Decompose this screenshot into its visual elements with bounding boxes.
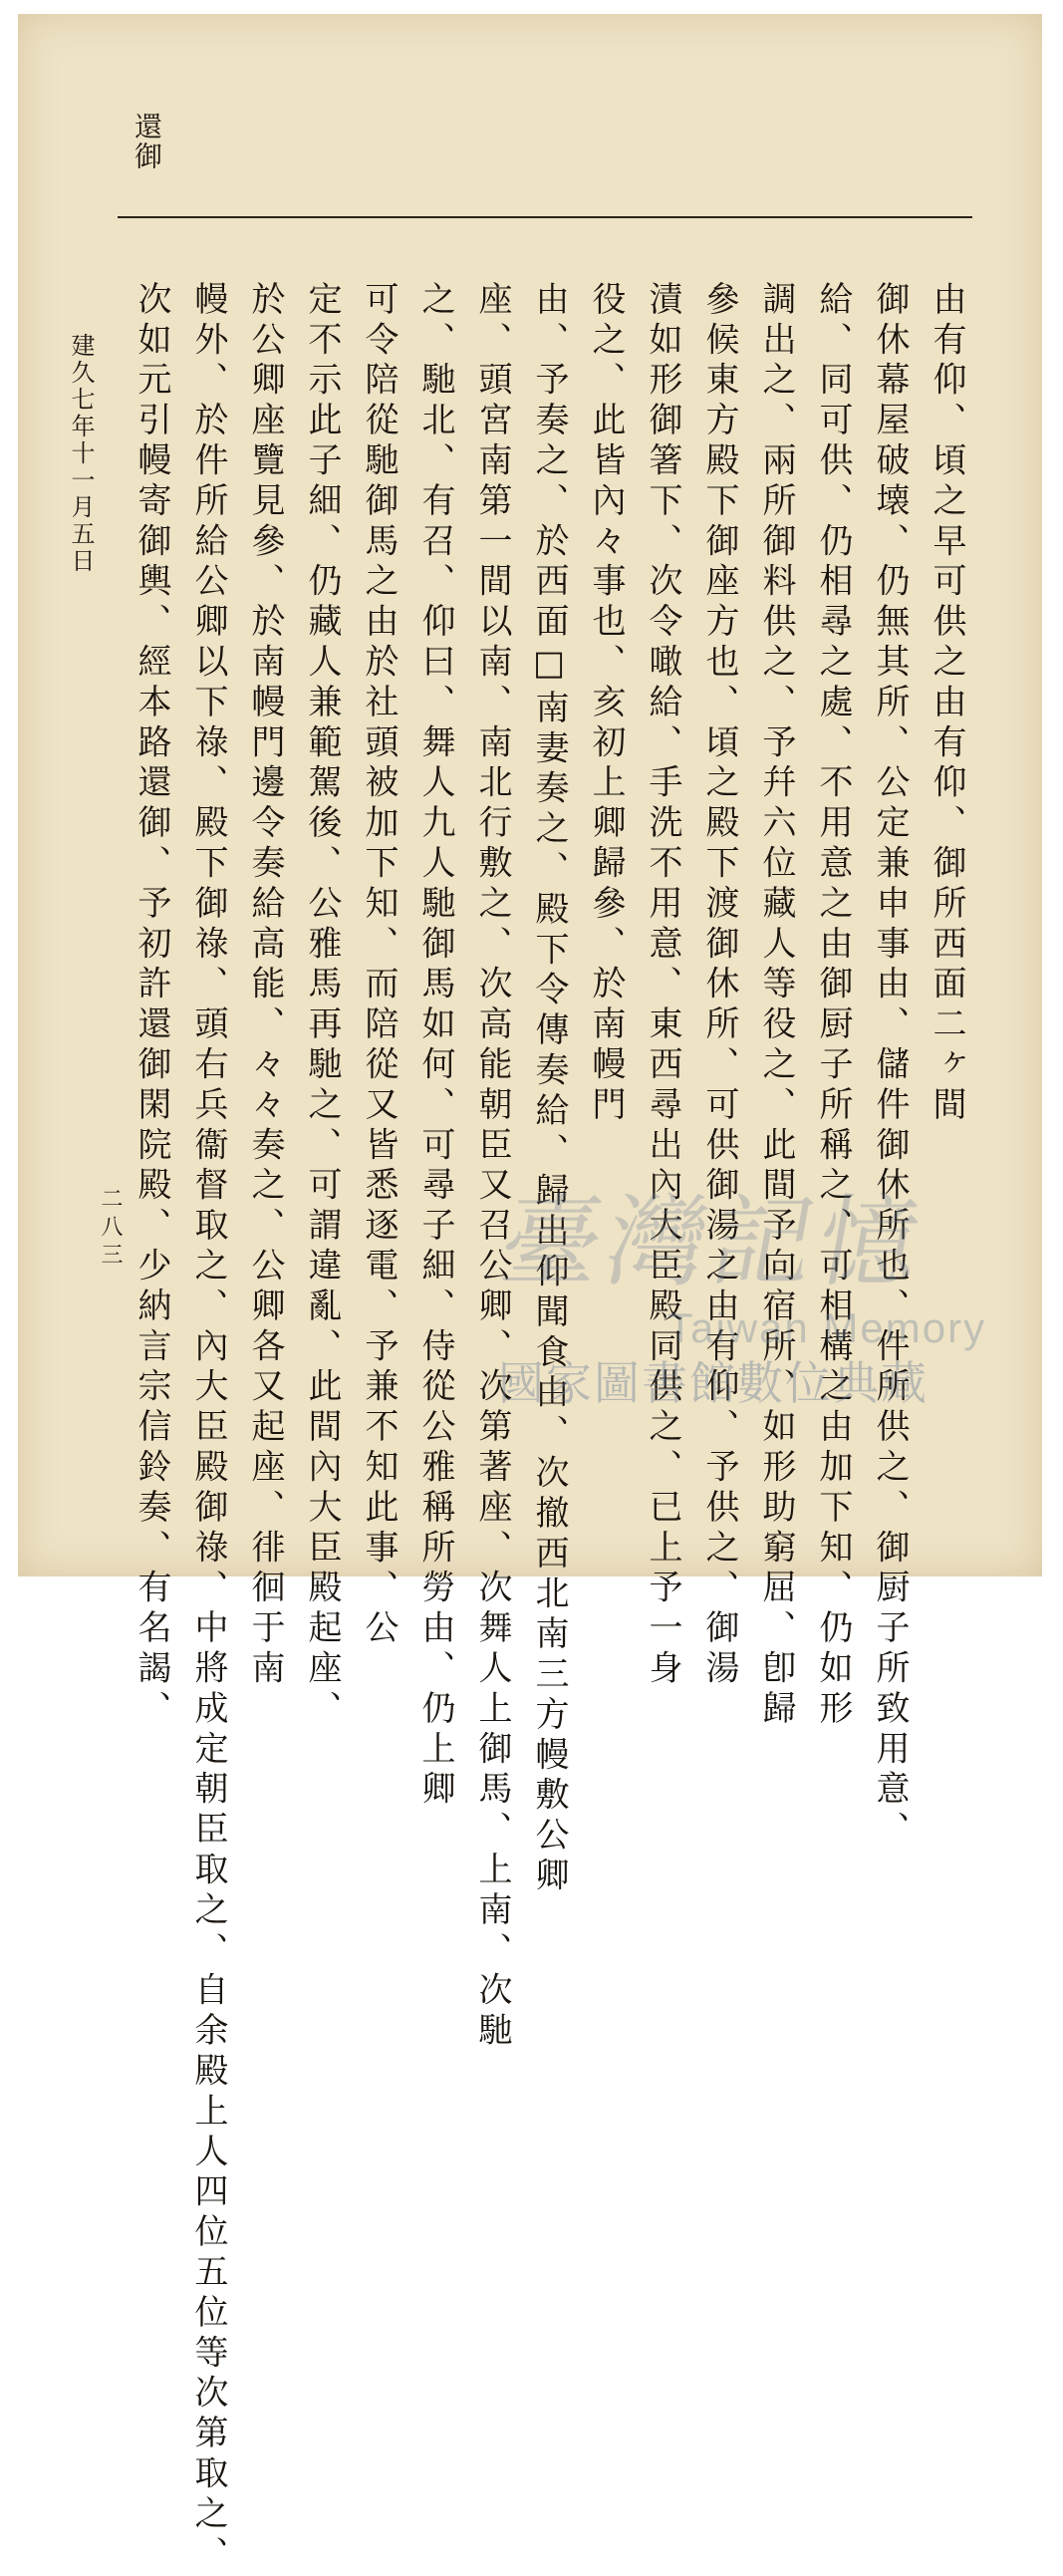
watermark-english-text: Taiwan Memory (667, 1304, 987, 1351)
running-head: 還御 (131, 112, 163, 171)
watermark-chinese-text: 國家圖書館數位典藏 (498, 1356, 929, 1410)
header-rule (118, 216, 972, 218)
date-line: 建久七年十一月五日 (67, 333, 95, 575)
watermark-seal-text: 臺灣記憶 (491, 1184, 935, 1300)
page-number: 二八三 (98, 1187, 123, 1271)
book-page (18, 14, 1042, 2576)
main-text: 由有仰、頃之早可供之由有仰、御所西面二ヶ間 御休幕屋破壊、仍無其所、公定兼申事由、儲件御休所也、件所供之、御厨子所致用意、 給、同可供、仍相尋之處、不用意之由御厨子所稱之、可相構之由加下知、仍如形 調出之、兩所御料供之、予幷六位藏人等役之、此間予向宿所、如形助窮屈、卽歸 參候東方殿下御座方也、頃之殿下渡御休所、可供御湯之由有仰、予供之、御湯 漬如形御箸下、次令噉給、手洗不用意、東西尋出內大臣殿同供之、已上予一身 役之、此皆內々事也、亥初上卿歸參、於南幔門 由、予奏之、於西面□南妻奏之、殿下令傳奏給、歸出仰聞食由、次撤西北南三方幔敷公卿 座、頭宮南第一間以南、南北行敷之、次高能朝臣又召公卿、次第著座、次舞人上御馬、上南、次馳 之、馳北、有召、仰曰、舞人九人馳御馬如何、可尋子細、侍從公雅稱所勞由、仍上卿 可令陪從馳御馬之由於社頭被加下知、而陪從又皆悉逐電、予兼不知此事、公 定不示此子細、仍藏人兼範駕後、公雅馬再馳之、可謂違亂、此間內大臣殿起座、 於公卿座覽見參、於南幔門邊令奏給高能、々々奏之、公卿各又起座、徘徊于南 幔外、於件所給公卿以下祿、殿下御祿、頭右兵衞督取之、內大臣殿御祿、中將成定朝臣取之、自余殿上人四位五位等次第取之、 次如元引幔寄御輿、經本路還御、予初許還御閑院殿、少納言宗信鈴奏、有名謁、 (132, 281, 966, 2576)
